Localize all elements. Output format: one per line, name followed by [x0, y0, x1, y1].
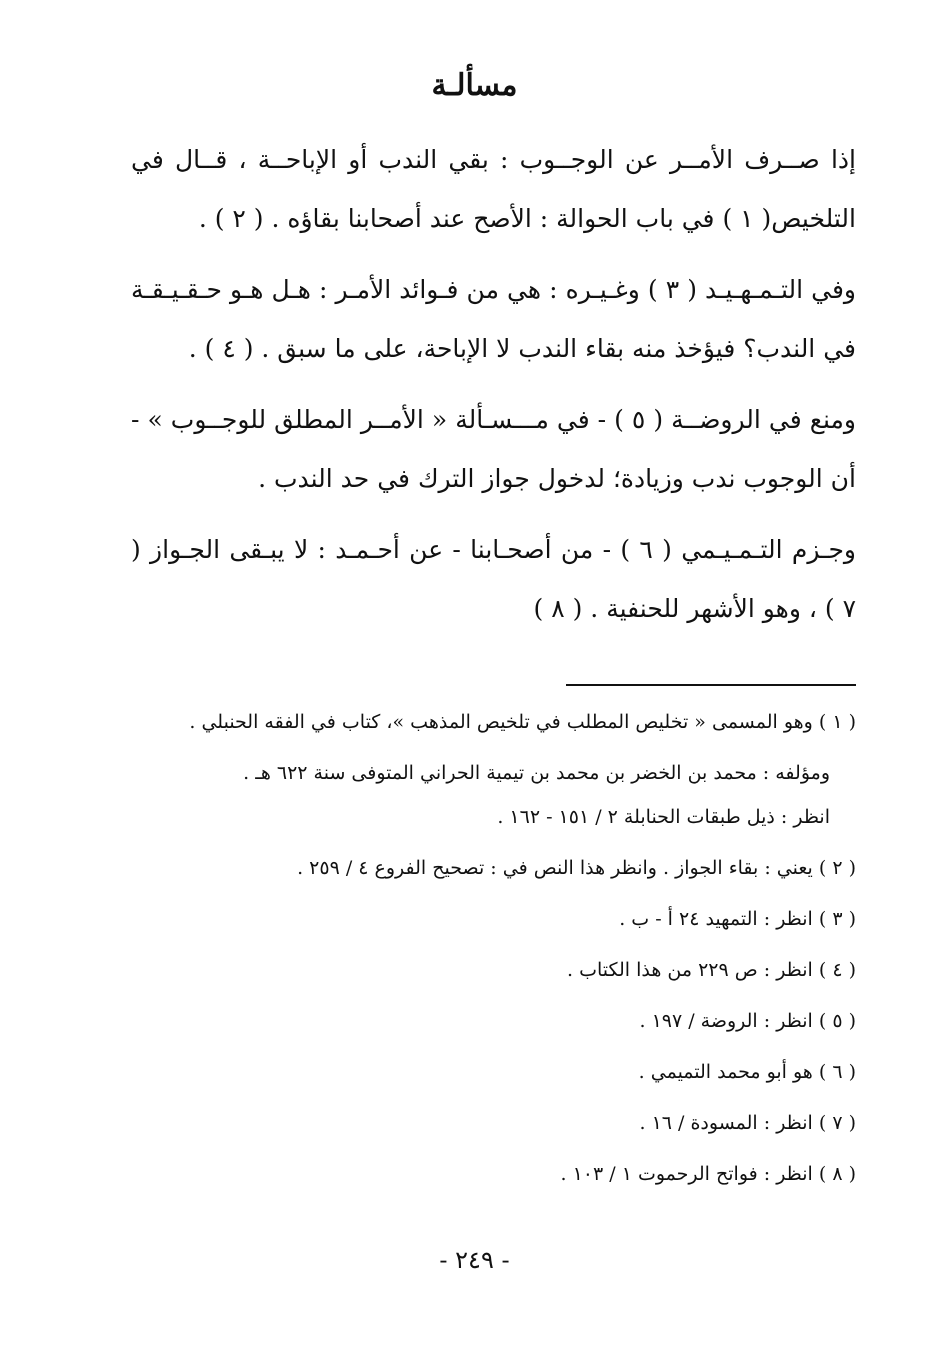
page-title: مسألـة	[431, 68, 518, 103]
main-text	[131, 130, 856, 650]
footnote-1-reference: انظر : ذيل طبقات الحنابلة ٢ / ١٥١ - ١٦٢ .	[497, 806, 830, 828]
footnote-6: ( ٦ ) هو أبو محمد التميمي .	[638, 1061, 856, 1083]
footnote-5: ( ٥ ) انظر : الروضة / ١٩٧ .	[639, 1010, 856, 1032]
footnote-3: ( ٣ ) انظر : التمهيد ٢٤ أ - ب .	[619, 908, 856, 930]
footnotes	[131, 700, 856, 1203]
footnote-2: ( ٢ ) يعني : بقاء الجواز . وانظر هذا النص في : تصحيح الفروع ٤ / ٢٥٩ .	[297, 857, 856, 879]
paragraph-4: وجـزم التـمـيـمي ( ٦ ) - من أصحـابنا - عن أحـمـد : لا يبـقى الجـواز ( ٧ ) ، وهو الأشهر للحنفية . ( ٨ )	[131, 535, 856, 623]
page-number: - ٢٤٩ -	[439, 1246, 510, 1274]
paragraph-1: إذا صــرف الأمــر عن الوجــوب : بقي الندب أو الإباحــة ، قــال في التلخيص( ١ ) في باب الحوالة : الأصح عند أصحابنا بقاؤه . ( ٢ ) .	[131, 145, 856, 233]
footnote-8: ( ٨ ) انظر : فواتح الرحموت ١ / ١٠٣ .	[560, 1163, 856, 1185]
paragraph-2: وفي التـمـهـيـد ( ٣ ) وغـيـره : هي من فـوائد الأمـر : هـل هـو حـقـيـقـة في الندب؟ فيؤخذ منه بقاء الندب لا الإباحة، على ما سبق . ( ٤ ) .	[131, 275, 856, 363]
paragraph-3: ومنع في الروضــة ( ٥ ) - في مـــسـألة « الأمــر المطلق للوجــوب » - أن الوجوب ندب وزيادة؛ لدخول جواز الترك في حد الندب .	[131, 405, 857, 493]
footnote-1-continuation: ومؤلفه : محمد بن الخضر بن محمد بن تيمية الحراني المتوفى سنة ٦٢٢ هـ .	[243, 762, 830, 784]
footnote-7: ( ٧ ) انظر : المسودة / ١٦ .	[639, 1112, 856, 1134]
footnote-separator	[566, 684, 856, 686]
footnote-4: ( ٤ ) انظر : ص ٢٢٩ من هذا الكتاب .	[566, 959, 856, 981]
footnote-1: ( ١ ) وهو المسمى « تخليص المطلب في تلخيص المذهب »، كتاب في الفقه الحنبلي .	[189, 711, 856, 733]
